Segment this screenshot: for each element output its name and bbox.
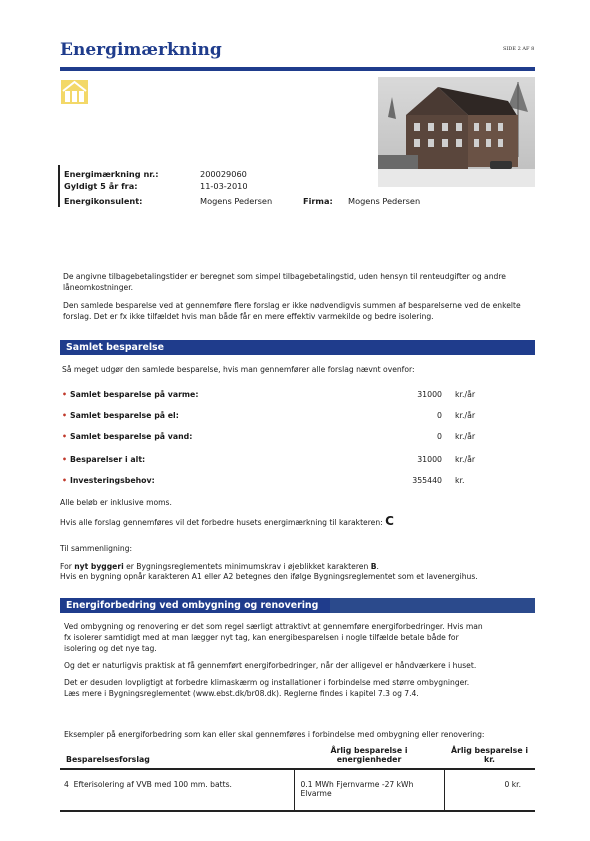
new-building-prefix: For (60, 562, 75, 571)
grade-sentence (60, 516, 394, 528)
savings-row-heat (62, 390, 482, 402)
section-title-renovation: Energiforbedring ved ombygning og renovering (60, 598, 330, 613)
column-header-proposal: Besparelsesforslag (60, 746, 294, 769)
proposals-table (60, 746, 535, 812)
page-number: SIDE 2 AF 8 (503, 46, 535, 52)
proposal-number: 4 (64, 780, 69, 789)
savings-unit: kr./år (455, 390, 476, 399)
savings-value: 355440 (412, 476, 442, 485)
savings-label: Besparelser i alt: (69, 455, 146, 464)
bullet-icon: • (62, 390, 67, 399)
grade-text: Hvis alle forslag gennemføres vil det forbedre husets energimærkning til karakteren: (60, 518, 383, 527)
savings-value: 31000 (417, 390, 442, 399)
savings-row-investment (62, 476, 482, 488)
bullet-icon: • (62, 411, 67, 420)
intro-paragraph-combined: Den samlede besparelse ved at gennemføre flere forslag er ikke nødvendigvis summen af besparelserne ved de enkelte forslag. Det er fx ikke tilfældet hvis man både får en mere effektiv varmekilde og bedre isolering. (63, 301, 521, 321)
renovation-paragraph-4: Eksempler på energiforbedring som kan eller skal gennemføres i forbindelse med ombygning eller renovering: (64, 730, 485, 739)
new-building-grade: B (370, 562, 377, 571)
bullet-icon: • (62, 432, 67, 441)
bullet-icon: • (62, 476, 67, 485)
vat-note: Alle beløb er inklusive moms. (60, 498, 172, 507)
intro-paragraph-payback: De angivne tilbagebetalingstider er beregnet som simpel tilbagebetalingstid, uden hensyn til renteudgifter og andre låneomkostninger. (63, 272, 506, 292)
firm-value: Mogens Pedersen (348, 196, 421, 206)
grade-value: C (385, 514, 394, 528)
savings-lead: Så meget udgør den samlede besparelse, hvis man gennemfører alle forslag nævnt ovenfor: (62, 365, 415, 374)
new-building-end: . (376, 562, 379, 571)
column-header-kr: Årlig besparelse i kr. (444, 746, 535, 769)
valid-from-value: 11-03-2010 (200, 181, 248, 191)
new-building-bold: nyt byggeri (74, 562, 124, 571)
savings-label: Investeringsbehov: (69, 476, 155, 485)
comparison-label: Til sammenligning: (60, 544, 133, 553)
proposal-text: Efterisolering af VVB med 100 mm. batts. (73, 780, 232, 789)
savings-value: 0 (437, 432, 442, 441)
savings-label: Samlet besparelse på el: (69, 411, 179, 420)
savings-row-total (62, 455, 482, 467)
info-sidebar-rule (58, 165, 60, 207)
renovation-paragraph-1: Ved ombygning og renovering er det som regel særligt attraktivt at gennemføre energiforbedringer. Hvis man fx isolerer samtidigt med at man lægger nyt tag, kan energibesparelsen i nogle tilfælde betale både for isolering og det nye tag. (64, 622, 483, 653)
energy-cell: 0.1 MWh Fjernvarme -27 kWh Elvarme (294, 769, 444, 811)
savings-value: 0 (437, 411, 442, 420)
kr-cell: 0 kr. (444, 769, 535, 811)
header-rule (60, 67, 535, 71)
page-title: Energimærkning (60, 40, 222, 60)
renovation-paragraph-2: Og det er naturligvis praktisk at få gennemført energiforbedringer, når der alligevel er håndværkere i huset. (64, 661, 477, 670)
section-title-savings: Samlet besparelse (60, 340, 535, 355)
valid-from-label: Gyldigt 5 år fra: (64, 181, 138, 191)
firm-label: Firma: (303, 196, 333, 206)
energy-label-nr-label: Energimærkning nr.: (64, 169, 159, 179)
low-energy-note: Hvis en bygning opnår karakteren A1 eller A2 betegnes den ifølge Bygningsreglementet som et lavenergihus. (60, 572, 478, 581)
energy-label-logo (61, 80, 88, 104)
bullet-icon: • (62, 455, 67, 464)
savings-unit: kr./år (455, 411, 476, 420)
column-header-energy: Årlig besparelse i energienheder (294, 746, 444, 769)
savings-unit: kr./år (455, 455, 476, 464)
table-row (60, 769, 535, 811)
savings-label: Samlet besparelse på varme: (69, 390, 199, 399)
savings-row-el (62, 411, 482, 423)
new-building-middle: er Bygningsreglementets minimumskrav i øjeblikket karakteren (123, 562, 371, 571)
savings-unit: kr./år (455, 432, 476, 441)
savings-row-water (62, 432, 482, 444)
savings-value: 31000 (417, 455, 442, 464)
energy-label-nr-value: 200029060 (200, 169, 247, 179)
savings-label: Samlet besparelse på vand: (69, 432, 193, 441)
consultant-value: Mogens Pedersen (200, 196, 273, 206)
consultant-label: Energikonsulent: (64, 196, 143, 206)
renovation-paragraph-3: Det er desuden lovpligtigt at forbedre klimaskærm og installationer i forbindelse med større ombygninger. Læs mere i Bygningsreglementet (www.ebst.dk/br08.dk). Reglerne findes i kapitel 7.3 og 7.4. (64, 678, 470, 698)
proposal-cell (60, 769, 294, 811)
building-photo (378, 77, 535, 187)
savings-unit: kr. (455, 476, 465, 485)
